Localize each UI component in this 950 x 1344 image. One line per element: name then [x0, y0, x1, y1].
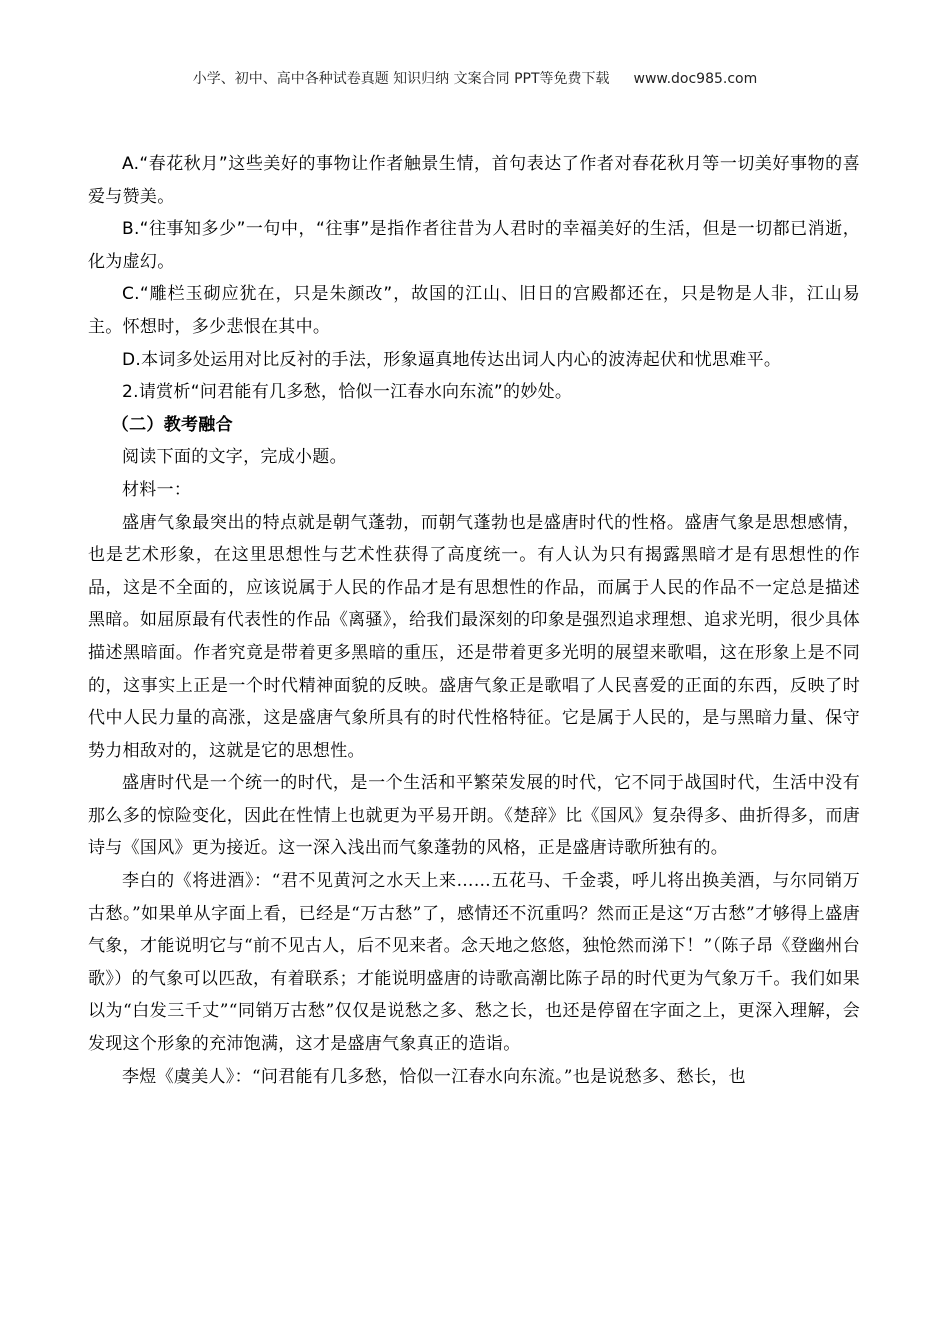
option-c: C.“雕栏玉砌应犹在，只是朱颜改”，故国的江山、旧日的宫殿都还在，只是物是人非，江山易主。怀想时，多少悲恨在其中。: [88, 284, 860, 337]
passage-paragraph-4: 李煜《虞美人》：“问君能有几多愁，恰似一江春水向东流。”也是说愁多、愁长，也: [122, 1066, 746, 1087]
page-header: [0, 68, 950, 88]
option-d: D.本词多处运用对比反衬的手法，形象逼真地传达出词人内心的波涛起伏和忧思难平。: [122, 349, 782, 370]
option-a: A.“春花秋月”这些美好的事物让作者触景生情，首句表达了作者对春花秋月等一切美好事物的喜爱与赞美。: [88, 154, 860, 207]
header-site-link[interactable]: www.doc985.com: [633, 71, 758, 87]
material-label: 材料一：: [122, 479, 192, 500]
section-title: （二）教考融合: [111, 414, 233, 435]
option-b: B.“往事知多少”一句中，“往事”是指作者往昔为人君时的幸福美好的生活，但是一切都已消逝，化为虚幻。: [88, 219, 860, 272]
header-text: 小学、初中、高中各种试卷真题 知识归纳 文案合同 PPT等免费下载: [192, 71, 610, 87]
question-2: 2.请赏析“问君能有几多愁，恰似一江春水向东流”的妙处。: [122, 382, 573, 403]
passage-paragraph-2: 盛唐时代是一个统一的时代，是一个生活和平繁荣发展的时代，它不同于战国时代，生活中没有那么多的惊险变化，因此在性情上也就更为平易开朗。《楚辞》比《国风》复杂得多、曲折得多，而唐诗与《国风》更为接近。这一深入浅出而气象蓬勃的风格，正是盛唐诗歌所独有的。: [88, 773, 860, 859]
passage-paragraph-3: 李白的《将进酒》：“君不见黄河之水天上来……五花马、千金裘，呼儿将出换美酒，与尔同销万古愁。”如果单从字面上看，已经是“万古愁”了，感情还不沉重吗？然而正是这“万古愁”才够得上盛唐气象，才能说明它与“前不见古人，后不见来者。念天地之悠悠，独怆然而涕下！”（陈子昂《登幽州台歌》）的气象可以匹敌，有着联系；才能说明盛唐的诗歌高潮比陈子昂的时代更为气象万千。我们如果以为“白发三千丈”“同销万古愁”仅仅是说愁之多、愁之长，也还是停留在字面之上，更深入理解，会发现这个形象的充沛饱满，这才是盛唐气象真正的造诣。: [88, 871, 860, 1055]
document-body: [88, 148, 860, 1093]
section-instruction: 阅读下面的文字，完成小题。: [122, 447, 347, 468]
passage-paragraph-1: 盛唐气象最突出的特点就是朝气蓬勃，而朝气蓬勃也是盛唐时代的性格。盛唐气象是思想感情，也是艺术形象，在这里思想性与艺术性获得了高度统一。有人认为只有揭露黑暗才是有思想性的作品，这是不全面的，应该说属于人民的作品才是有思想性的作品，而属于人民的作品不一定总是描述黑暗。如屈原最有代表性的作品《离骚》，给我们最深刻的印象是强烈追求理想、追求光明，很少具体描述黑暗面。作者究竟是带着更多黑暗的重压，还是带着更多光明的展望来歌唱，这在形象上是不同的，这事实上正是一个时代精神面貌的反映。盛唐气象正是歌唱了人民喜爱的正面的东西，反映了时代中人民力量的高涨，这是盛唐气象所具有的时代性格特征。它是属于人民的，是与黑暗力量、保守势力相敌对的，这就是它的思想性。: [88, 512, 860, 761]
